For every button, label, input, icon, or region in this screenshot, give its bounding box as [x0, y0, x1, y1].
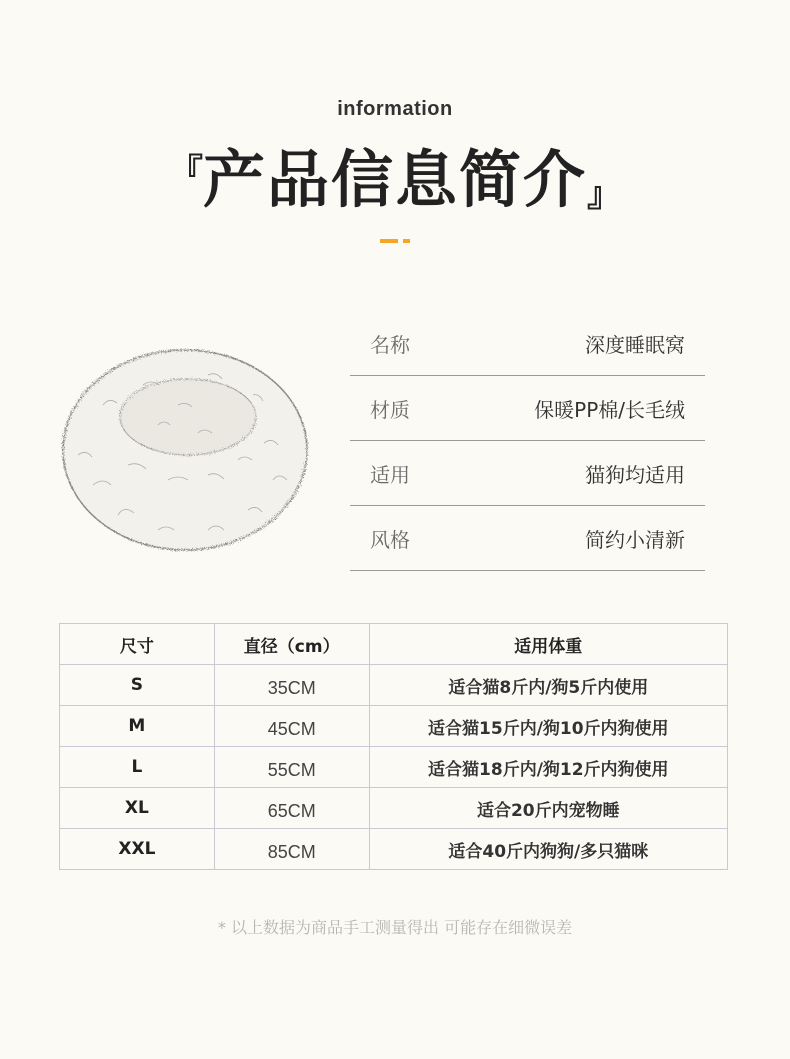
weight-cell: 适合20斤内宠物睡	[369, 788, 727, 829]
diameter-cell: 85CM	[214, 829, 369, 870]
diameter-cell: 35CM	[214, 665, 369, 706]
column-header-diameter: 直径（cm）	[214, 624, 369, 665]
spec-key: 名称	[370, 332, 410, 357]
title-bracket-right: 』	[587, 175, 621, 215]
title-bracket-left: 『	[168, 152, 203, 192]
diameter-cell: 45CM	[214, 706, 369, 747]
table-row	[60, 788, 728, 829]
table-row	[60, 706, 728, 747]
weight-cell: 适合猫8斤内/狗5斤内使用	[369, 665, 727, 706]
weight-cell: 适合猫18斤内/狗12斤内狗使用	[369, 747, 727, 788]
spec-key: 风格	[370, 527, 410, 552]
weight-cell: 适合猫15斤内/狗10斤内狗使用	[369, 706, 727, 747]
page-title: 产品信息简介	[202, 143, 587, 216]
table-row	[60, 747, 728, 788]
spec-row	[350, 506, 705, 571]
page-title-block	[0, 140, 790, 220]
spec-value: 深度睡眠窝	[585, 332, 685, 357]
spec-row	[350, 376, 705, 441]
size-cell: XL	[60, 788, 215, 829]
spec-value: 保暖PP棉/长毛绒	[534, 397, 685, 422]
section-subtitle: information	[337, 98, 453, 120]
weight-cell: 适合40斤内狗狗/多只猫咪	[369, 829, 727, 870]
size-cell: S	[60, 665, 215, 706]
round-plush-pet-bed-icon	[58, 345, 313, 555]
table-header-row	[60, 624, 728, 665]
table-row	[60, 665, 728, 706]
spec-key: 材质	[370, 397, 410, 422]
measurement-disclaimer: * 以上数据为商品手工测量得出 可能存在细微误差	[217, 918, 573, 937]
spec-row	[350, 311, 705, 376]
size-cell: L	[60, 747, 215, 788]
spec-table	[350, 311, 705, 571]
spec-row	[350, 441, 705, 506]
spec-key: 适用	[370, 462, 410, 487]
column-header-size: 尺寸	[60, 624, 215, 665]
spec-value: 猫狗均适用	[585, 462, 685, 487]
size-table	[59, 623, 728, 870]
spec-value: 简约小清新	[585, 527, 685, 552]
column-header-weight: 适用体重	[369, 624, 727, 665]
title-accent-divider	[380, 239, 410, 243]
table-row	[60, 829, 728, 870]
diameter-cell: 65CM	[214, 788, 369, 829]
size-cell: M	[60, 706, 215, 747]
size-cell: XXL	[60, 829, 215, 870]
diameter-cell: 55CM	[214, 747, 369, 788]
